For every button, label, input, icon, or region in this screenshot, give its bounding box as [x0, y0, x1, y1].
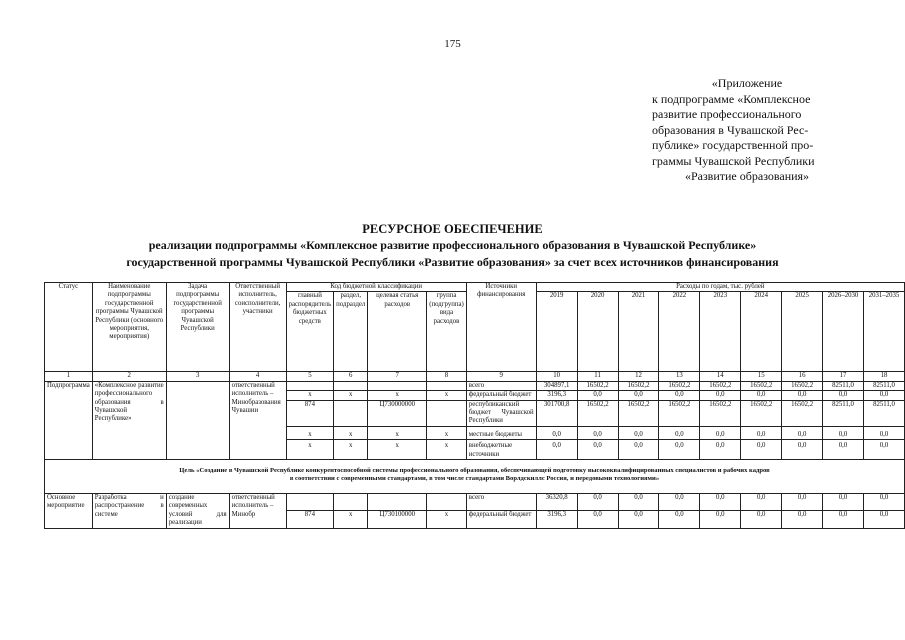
responsible-cell: ответственный исполнитель – Минобр — [229, 493, 286, 528]
source-cell: федеральный бюджет — [466, 511, 536, 528]
value-cell: 0,0 — [659, 440, 700, 460]
value-cell: 0,0 — [863, 426, 904, 439]
value-cell: 0,0 — [782, 440, 823, 460]
header-year: 2022 — [659, 292, 700, 372]
value-cell: 0,0 — [577, 511, 618, 528]
target-cell — [368, 493, 427, 510]
group-cell — [427, 400, 467, 426]
task-cell: создание современных условий для реализации — [166, 493, 229, 528]
header-group: группа (подгруппа) вида расходов — [427, 292, 467, 372]
source-cell: федеральный бюджет — [466, 391, 536, 400]
appendix-note — [652, 76, 842, 185]
value-cell: 16502,2 — [700, 381, 741, 390]
value-cell: 36320,8 — [536, 493, 577, 510]
name-cell: «Комплексное развитие профессионального образования в Чувашской Республике» — [92, 381, 166, 459]
value-cell: 0,0 — [823, 440, 864, 460]
value-cell: 0,0 — [700, 426, 741, 439]
value-cell: 16502,2 — [659, 381, 700, 390]
column-number: 4 — [229, 372, 286, 381]
value-cell: 0,0 — [700, 391, 741, 400]
value-cell: 0,0 — [618, 440, 659, 460]
header-budget-code: Код бюджетной классификации — [286, 283, 466, 292]
section-cell — [334, 381, 368, 390]
value-cell: 0,0 — [618, 391, 659, 400]
value-cell: 0,0 — [659, 426, 700, 439]
goal-line: Цель «Создание в Чувашской Республике конкурентоспособной системы профессионального образования, обеспечивающей подготовку высококвалифицированных специалистов и рабочих кадров — [179, 467, 770, 475]
header-year: 2020 — [577, 292, 618, 372]
column-number: 6 — [334, 372, 368, 381]
target-cell: Ц730000000 — [368, 400, 427, 426]
group-cell: x — [427, 511, 467, 528]
column-number: 15 — [741, 372, 782, 381]
value-cell: 3196,3 — [536, 391, 577, 400]
value-cell: 0,0 — [741, 391, 782, 400]
appendix-line: «Развитие образования» — [684, 169, 810, 183]
header-target-item: целевая статья расходов — [368, 292, 427, 372]
section-cell: x — [334, 511, 368, 528]
column-number: 14 — [700, 372, 741, 381]
section-cell: x — [334, 426, 368, 439]
status-cell: Подпрограмма — [45, 381, 93, 459]
header-year: 2025 — [782, 292, 823, 372]
source-cell: всего — [466, 381, 536, 390]
target-cell: x — [368, 391, 427, 400]
column-number: 1 — [45, 372, 93, 381]
status-cell: Основное мероприятие — [45, 493, 93, 528]
value-cell: 0,0 — [618, 426, 659, 439]
resource-table — [44, 282, 905, 529]
group-cell: x — [427, 426, 467, 439]
responsible-cell: ответственный исполнитель – Минобразования Чувашии — [229, 381, 286, 459]
value-cell: 0,0 — [659, 511, 700, 528]
appendix-line: «Приложение — [711, 76, 783, 90]
value-cell: 0,0 — [782, 511, 823, 528]
column-number: 5 — [286, 372, 334, 381]
grbs-cell: 874 — [286, 511, 334, 528]
value-cell: 0,0 — [863, 511, 904, 528]
goal-row — [45, 460, 905, 494]
grbs-cell: x — [286, 426, 334, 439]
value-cell: 0,0 — [618, 493, 659, 510]
appendix-line: развитие профессионального — [652, 107, 802, 121]
value-cell: 16502,2 — [782, 400, 823, 426]
value-cell: 0,0 — [863, 493, 904, 510]
value-cell: 16502,2 — [577, 381, 618, 390]
target-cell: Ц730100000 — [368, 511, 427, 528]
column-number: 18 — [863, 372, 904, 381]
header-sources: Источники финансирования — [466, 283, 536, 372]
group-cell: x — [427, 391, 467, 400]
value-cell: 301700,8 — [536, 400, 577, 426]
goal-line: в соответствии с современными стандартами, в том числе стандартами Ворлдскиллс Россия, и передовыми технологиями» — [289, 475, 660, 483]
value-cell: 0,0 — [823, 426, 864, 439]
grbs-cell: 874 — [286, 400, 334, 426]
value-cell: 82511,0 — [863, 400, 904, 426]
value-cell: 16502,2 — [659, 400, 700, 426]
value-cell: 82511,0 — [863, 381, 904, 390]
header-year: 2026–2030 — [823, 292, 864, 372]
table-row — [45, 381, 905, 390]
column-number: 13 — [659, 372, 700, 381]
value-cell: 3196,3 — [536, 511, 577, 528]
value-cell: 304897,1 — [536, 381, 577, 390]
value-cell: 16502,2 — [782, 381, 823, 390]
group-cell: x — [427, 440, 467, 460]
header-section: раздел, подраздел — [334, 292, 368, 372]
column-number: 12 — [618, 372, 659, 381]
document-subtitle-line2: государственной программы Чувашской Республики «Развитие образования» за счет всех источников финансирования — [126, 255, 779, 269]
section-cell — [334, 400, 368, 426]
column-number: 3 — [166, 372, 229, 381]
header-expenses: Расходы по годам, тыс. рублей — [536, 283, 904, 292]
header-year: 2024 — [741, 292, 782, 372]
value-cell: 0,0 — [823, 493, 864, 510]
group-cell — [427, 493, 467, 510]
value-cell: 16502,2 — [741, 400, 782, 426]
header-year: 2021 — [618, 292, 659, 372]
source-cell: всего — [466, 493, 536, 510]
header-grbs: главный распорядитель бюджетных средств — [286, 292, 334, 372]
value-cell: 0,0 — [741, 493, 782, 510]
target-cell: x — [368, 426, 427, 439]
value-cell: 82511,0 — [823, 400, 864, 426]
grbs-cell — [286, 493, 334, 510]
column-number: 2 — [92, 372, 166, 381]
value-cell: 0,0 — [659, 493, 700, 510]
name-cell: Разработка и распространение в системе — [92, 493, 166, 528]
value-cell: 16502,2 — [700, 400, 741, 426]
value-cell: 0,0 — [700, 493, 741, 510]
appendix-line: публике» государственной про- — [652, 138, 814, 152]
goal-cell — [45, 460, 905, 494]
value-cell: 0,0 — [618, 511, 659, 528]
header-name: Наименование подпрограммы государственной программы Чувашской Республики (основного мероприятия, мероприятия) — [92, 283, 166, 372]
value-cell: 0,0 — [577, 391, 618, 400]
header-status: Статус — [45, 283, 93, 372]
grbs-cell: x — [286, 391, 334, 400]
value-cell: 16502,2 — [618, 400, 659, 426]
header-task: Задача подпрограммы государственной программы Чувашской Республики — [166, 283, 229, 372]
section-cell: x — [334, 391, 368, 400]
value-cell: 0,0 — [782, 493, 823, 510]
value-cell: 0,0 — [741, 440, 782, 460]
value-cell: 0,0 — [577, 426, 618, 439]
page-number: 175 — [444, 38, 461, 50]
value-cell: 0,0 — [741, 511, 782, 528]
value-cell: 82511,0 — [823, 381, 864, 390]
target-cell: x — [368, 440, 427, 460]
appendix-line: образования в Чувашской Рес- — [652, 122, 809, 137]
column-number: 8 — [427, 372, 467, 381]
value-cell: 0,0 — [741, 426, 782, 439]
appendix-line: к подпрограмме «Комплексное — [652, 91, 811, 106]
column-number: 7 — [368, 372, 427, 381]
target-cell — [368, 381, 427, 390]
value-cell: 16502,2 — [577, 400, 618, 426]
grbs-cell — [286, 381, 334, 390]
value-cell: 0,0 — [823, 391, 864, 400]
value-cell: 0,0 — [863, 440, 904, 460]
value-cell: 0,0 — [536, 426, 577, 439]
value-cell: 0,0 — [577, 440, 618, 460]
value-cell: 16502,2 — [618, 381, 659, 390]
source-cell: внебюджетные источники — [466, 440, 536, 460]
source-cell: республиканский бюджет Чувашской Республики — [466, 400, 536, 426]
header-year: 2019 — [536, 292, 577, 372]
column-number: 11 — [577, 372, 618, 381]
value-cell: 0,0 — [700, 440, 741, 460]
section-cell — [334, 493, 368, 510]
document-title: РЕСУРСНОЕ ОБЕСПЕЧЕНИЕ — [362, 222, 543, 236]
value-cell: 0,0 — [577, 493, 618, 510]
task-cell — [166, 381, 229, 459]
column-number-row — [45, 372, 905, 381]
column-number: 9 — [466, 372, 536, 381]
value-cell: 0,0 — [700, 511, 741, 528]
header-responsible: Ответственный исполнитель, соисполнители, участники — [229, 283, 286, 372]
value-cell: 0,0 — [782, 426, 823, 439]
value-cell: 16502,2 — [741, 381, 782, 390]
column-number: 10 — [536, 372, 577, 381]
value-cell: 0,0 — [823, 511, 864, 528]
document-subtitle-line1: реализации подпрограммы «Комплексное развитие профессионального образования в Чувашской Республике» — [148, 238, 757, 252]
section-cell: x — [334, 440, 368, 460]
value-cell: 0,0 — [659, 391, 700, 400]
appendix-line: граммы Чувашской Республики — [652, 153, 815, 168]
header-year: 2031–2035 — [863, 292, 904, 372]
header-year: 2023 — [700, 292, 741, 372]
source-cell: местные бюджеты — [466, 426, 536, 439]
value-cell: 0,0 — [536, 440, 577, 460]
column-number: 16 — [782, 372, 823, 381]
grbs-cell: x — [286, 440, 334, 460]
table-row — [45, 493, 905, 510]
column-number: 17 — [823, 372, 864, 381]
group-cell — [427, 381, 467, 390]
value-cell: 0,0 — [863, 391, 904, 400]
value-cell: 0,0 — [782, 391, 823, 400]
